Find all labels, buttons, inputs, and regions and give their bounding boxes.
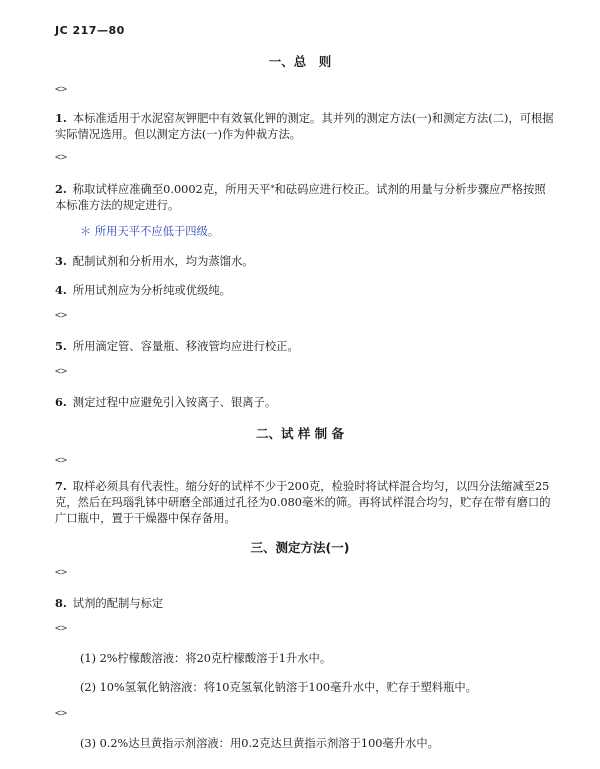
paragraph-text: 试剂的配制与标定	[72, 597, 164, 610]
paragraph-number: 7.	[55, 479, 67, 493]
paragraph-3	[55, 253, 555, 270]
paragraph-number: 2.	[55, 182, 67, 196]
paragraph-1	[55, 110, 555, 143]
paragraph-text: 测定过程中应避免引入铵离子、银离子。	[72, 396, 277, 409]
section-heading-general: 一、总 则	[268, 54, 332, 69]
marker: <>	[55, 708, 68, 719]
sub-item-1: (1) 2%柠檬酸溶液：将20克柠檬酸溶于1升水中。	[80, 652, 332, 665]
marker: <>	[55, 310, 68, 321]
paragraph-number: 3.	[55, 254, 67, 268]
sub-item-3: (3) 0.2%达旦黄指示剂溶液：用0.2克达旦黄指示剂溶于100毫升水中。	[80, 737, 439, 750]
section-heading-method-1: 三、测定方法(一)	[250, 540, 350, 555]
paragraph-7	[55, 478, 555, 527]
paragraph-2	[55, 181, 555, 214]
paragraph-text: 所用试剂应为分析纯或优级纯。	[72, 284, 231, 297]
paragraph-number: 1.	[55, 111, 67, 125]
marker: <>	[55, 366, 68, 377]
footnote: ＊ 所用天平不应低于四级。	[80, 225, 220, 238]
marker: <>	[55, 455, 68, 466]
paragraph-6	[55, 394, 555, 411]
paragraph-8	[55, 595, 555, 612]
paragraph-number: 6.	[55, 395, 67, 409]
paragraph-number: 4.	[55, 283, 67, 297]
paragraph-number: 5.	[55, 339, 67, 353]
footnote-mark: *	[270, 184, 275, 193]
paragraph-text: 本标准适用于水泥窑灰钾肥中有效氧化钾的测定。其并列的测定方法(一)和测定方法(二)，可根据实际情况选用。但以测定方法(一)作为仲裁方法。	[55, 112, 554, 141]
marker: <>	[55, 84, 68, 95]
document-code: JC 217—80	[55, 24, 125, 37]
marker: <>	[55, 623, 68, 634]
paragraph-text: 所用滴定管、容量瓶、移液管均应进行校正。	[72, 340, 299, 353]
paragraph-number: 8.	[55, 596, 67, 610]
marker: <>	[55, 152, 68, 163]
paragraph-text: 取样必须具有代表性。缩分好的试样不少于200克，检验时将试样混合均匀，以四分法缩减至25克，然后在玛瑙乳钵中研磨全部通过孔径为0.080毫米的筛。再将试样混合均匀，贮存在带有磨口的广口瓶中，置于干燥器中保存备用。	[55, 480, 551, 525]
paragraph-text: 配制试剂和分析用水，均为蒸馏水。	[72, 255, 254, 268]
paragraph-4	[55, 282, 555, 299]
paragraph-text: 称取试样应准确至0.0002克，所用天平	[72, 183, 271, 196]
paragraph-text: 和砝码应进行校正。试剂的用量与分析步骤应严格按照本标准方法的规定进行。	[55, 183, 546, 212]
paragraph-5	[55, 338, 555, 355]
section-heading-sample-prep: 二、试 样 制 备	[255, 426, 345, 441]
marker: <>	[55, 567, 68, 578]
sub-item-2: (2) 10%氢氧化钠溶液：将10克氢氧化钠溶于100毫升水中，贮存于塑料瓶中。	[80, 681, 477, 694]
